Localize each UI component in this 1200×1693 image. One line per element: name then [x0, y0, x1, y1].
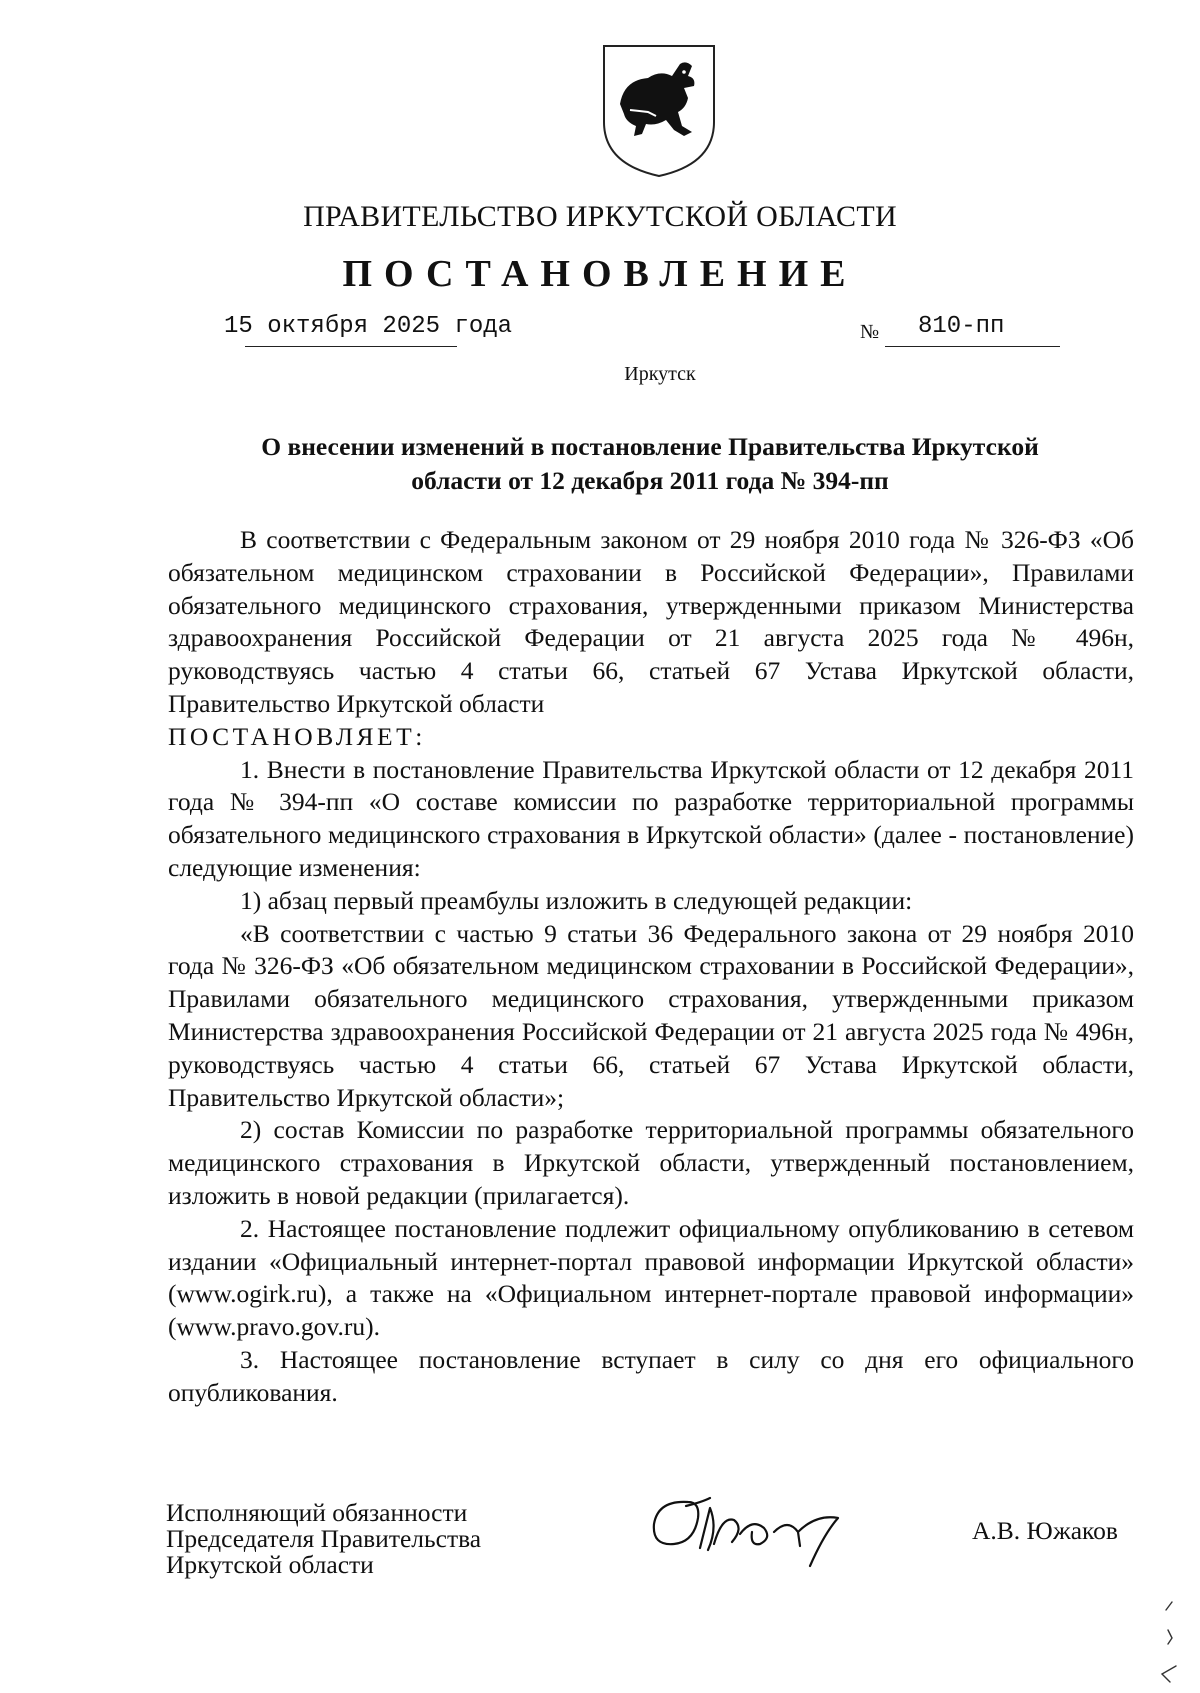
pen-marks-icon — [1148, 1596, 1188, 1691]
document-type-title: ПОСТАНОВЛЕНИЕ — [342, 253, 858, 295]
position-line: Исполняющий обязанности — [166, 1498, 468, 1527]
body-paragraph: 3. Настоящее постановление вступает в силу со дня его официального опубликования. — [168, 1344, 1134, 1407]
handwritten-signature — [648, 1488, 898, 1568]
resolves-heading: ПОСТАНОВЛЯЕТ: — [168, 721, 426, 751]
subject-line: области от 12 декабря 2011 года № 394-пп — [411, 466, 889, 495]
signatory-name: А.В. Южаков — [972, 1516, 1118, 1545]
subject-line: О внесении изменений в постановление Правительства Иркутской — [261, 432, 1039, 461]
government-title: ПРАВИТЕЛЬСТВО ИРКУТСКОЙ ОБЛАСТИ — [303, 200, 897, 233]
body-paragraph: 1) абзац первый преамбулы изложить в следующей редакции: — [240, 885, 913, 915]
position-line: Иркутской области — [166, 1550, 374, 1579]
position-line: Председателя Правительства — [166, 1524, 482, 1553]
body-paragraph: 2) состав Комиссии по разработке территориальной программы обязательного медицинского страхования в Иркутской области, утвержденный постановлением, изложить в новой редакции (прилагается). — [168, 1115, 1134, 1210]
signatory-position — [166, 1500, 481, 1578]
signature-icon — [648, 1488, 898, 1568]
city-name: Иркутск — [624, 363, 696, 385]
date-underline — [245, 346, 457, 347]
document-body — [168, 524, 1134, 1410]
number-sign: № — [860, 321, 880, 343]
body-paragraph: 1. Внести в постановление Правительства Иркутской области от 12 декабря 2011 года № 394-пп «О составе комиссии по разработке территориальной программы обязательного медицинского страхования в Иркутской области» (далее - постановление) следующие изменения: — [168, 754, 1134, 882]
body-paragraph: «В соответствии с частью 9 статьи 36 Федерального закона от 29 ноября 2010 года № 326-ФЗ «Об обязательном медицинском страховании в Российской Федерации», Правилами обязательного медицинского страхования, утвержденными приказом Министерства здравоохранения Российской Федерации от 21 августа 2025 года № 496н, руководствуясь частью 4 статьи 66, статьей 67 Устава Иркутской области, Правительство Иркутской области»; — [168, 918, 1134, 1112]
body-paragraph: 2. Настоящее постановление подлежит официальному опубликованию в сетевом издании «Официальный интернет-портал правовой информации Иркутской области» (www.ogirk.ru), а также на «Официальном интернет-портале правовой информации» (www.pravo.gov.ru). — [168, 1213, 1134, 1342]
document-subject — [210, 430, 1090, 498]
number-underline — [885, 346, 1060, 347]
document-number: 810-пп — [918, 313, 1005, 340]
margin-marks — [1148, 1596, 1188, 1691]
document-date: 15 октября 2025 года — [224, 313, 513, 340]
body-paragraph: В соответствии с Федеральным законом от 29 ноября 2010 года № 326-ФЗ «Об обязательном медицинском страховании в Российской Федерации», Правилами обязательного медицинского страхования, утвержденными приказом Министерства здравоохранения Российской Федерации от 21 августа 2025 года № 496н, руководствуясь частью 4 статьи 66, статьей 67 Устава Иркутской области, Правительство Иркутской области — [168, 525, 1134, 718]
coat-of-arms-emblem — [600, 40, 718, 180]
coat-of-arms-icon — [600, 40, 718, 180]
